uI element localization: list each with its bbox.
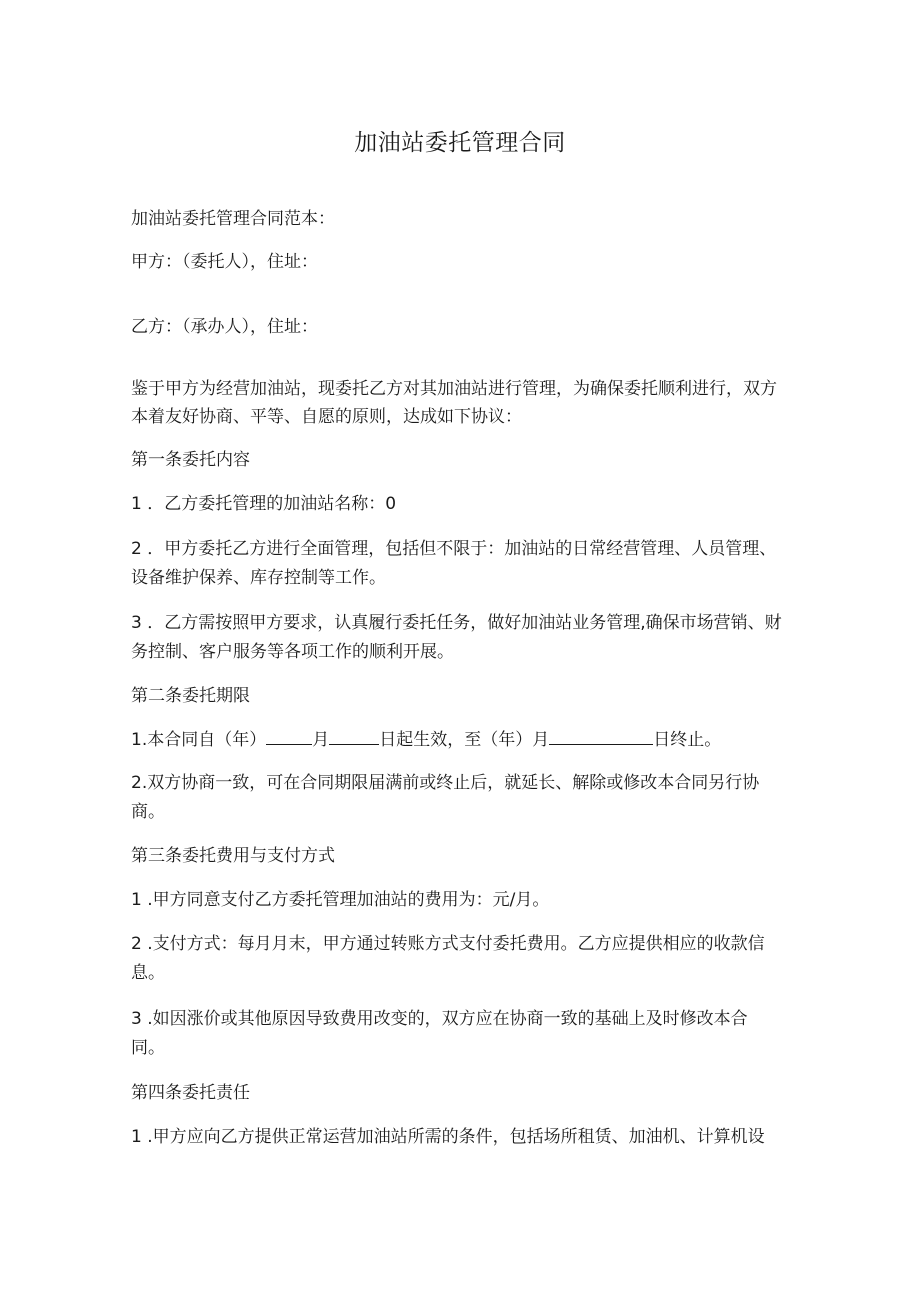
article-3-heading: 第三条委托费用与支付方式 bbox=[131, 846, 335, 866]
article-4-clause-1: 1 .甲方应向乙方提供正常运营加油站所需的条件，包括场所租赁、加油机、计算机设 bbox=[131, 1127, 765, 1147]
party-b-line: 乙方：（承办人），住址： bbox=[131, 317, 318, 337]
article-2-clause-1 bbox=[131, 725, 721, 756]
article-4-heading: 第四条委托责任 bbox=[131, 1083, 250, 1103]
document-title: 加油站委托管理合同 bbox=[354, 130, 566, 156]
article-3-clause-2-line-1: 2 .支付方式：每月月末，甲方通过转账方式支付委托费用。乙方应提供相应的收款信 bbox=[131, 934, 765, 954]
term-end-suffix: 日终止。 bbox=[653, 730, 722, 750]
intro-line: 加油站委托管理合同范本： bbox=[131, 209, 335, 229]
preamble-line-2: 本着友好协商、平等、自愿的原则，达成如下协议： bbox=[131, 407, 522, 427]
article-3-clause-3-line-2: 同。 bbox=[131, 1038, 165, 1058]
day-blank[interactable] bbox=[329, 726, 379, 745]
article-1-clause-2-line-2: 设备维护保养、库存控制等工作。 bbox=[131, 568, 386, 588]
term-end-label: 日起生效，至（年）月 bbox=[379, 730, 550, 750]
month-blank[interactable] bbox=[266, 726, 312, 745]
month-label: 月 bbox=[312, 730, 330, 750]
article-3-clause-1: 1 .甲方同意支付乙方委托管理加油站的费用为：元/月。 bbox=[131, 890, 550, 910]
article-3-clause-2-line-2: 息。 bbox=[131, 963, 165, 983]
article-2-heading: 第二条委托期限 bbox=[131, 686, 250, 706]
article-3-clause-3-line-1: 3 .如因涨价或其他原因导致费用改变的，双方应在协商一致的基础上及时修改本合 bbox=[131, 1009, 748, 1029]
article-1-clause-3-line-1: 3 ．乙方需按照甲方要求，认真履行委托任务，做好加油站业务管理,确保市场营销、财 bbox=[131, 613, 782, 633]
article-1-clause-2-line-1: 2 ．甲方委托乙方进行全面管理，包括但不限于：加油站的日常经营管理、人员管理、 bbox=[131, 539, 777, 559]
article-1-clause-1: 1 ．乙方委托管理的加油站名称：0 bbox=[131, 494, 397, 514]
article-1-clause-3-line-2: 务控制、客户服务等各项工作的顺利开展。 bbox=[131, 642, 454, 662]
term-start-label: 1.本合同自（年） bbox=[131, 730, 267, 750]
party-a-line: 甲方：（委托人），住址： bbox=[131, 252, 318, 272]
end-day-blank[interactable] bbox=[549, 726, 653, 745]
article-2-clause-2-line-1: 2.双方协商一致，可在合同期限届满前或终止后，就延长、解除或修改本合同另行协 bbox=[131, 773, 760, 793]
article-1-heading: 第一条委托内容 bbox=[131, 450, 250, 470]
article-2-clause-2-line-2: 商。 bbox=[131, 802, 165, 822]
preamble-line-1: 鉴于甲方为经营加油站，现委托乙方对其加油站进行管理，为确保委托顺利进行，双方 bbox=[131, 379, 777, 399]
